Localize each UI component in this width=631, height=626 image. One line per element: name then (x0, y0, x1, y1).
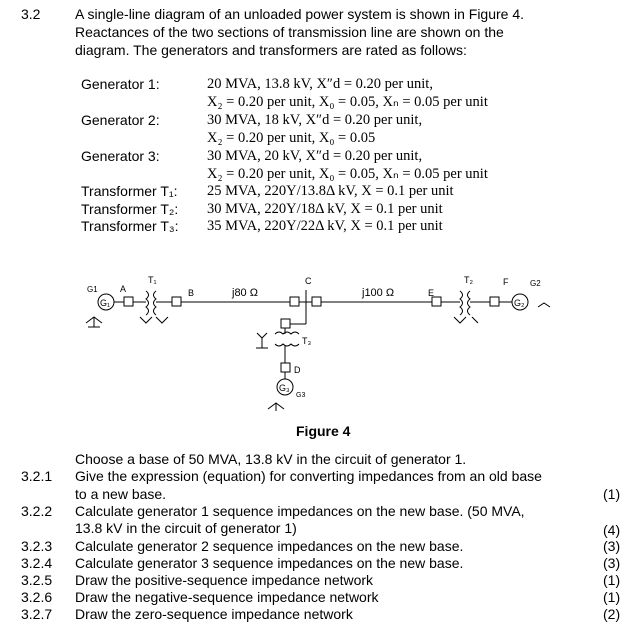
rating-value-t2: 30 MVA, 220Y/18Δ kV, X = 0.1 per unit (207, 201, 443, 217)
rating-value-t1: 25 MVA, 220Y/13.8Δ kV, X = 0.1 per unit (207, 183, 454, 199)
transformer-t3-symbol (275, 332, 299, 346)
q1-text-line-1: Give the expression (equation) for converting impedances from an old base (75, 468, 542, 484)
rating-value-gen3-a: 30 MVA, 20 kV, X″d = 0.20 per unit, (207, 148, 423, 164)
q6-text: Draw the negative-sequence impedance network (75, 589, 379, 605)
g1-label: G1 (87, 285, 98, 294)
q2-text-line-1: Calculate generator 1 sequence impedances on the new base. (50 MVA, (75, 503, 525, 519)
q4-marks: (3) (603, 555, 621, 571)
g2-circle-label: G₂ (514, 298, 525, 308)
rating-value-t3: 35 MVA, 220Y/22Δ kV, X = 0.1 per unit (207, 218, 443, 234)
q2-number: 3.2.2 (21, 503, 53, 519)
breaker-e (432, 297, 441, 306)
g1-circle-label: G₁ (100, 298, 111, 308)
q5-number: 3.2.5 (21, 572, 53, 588)
q1-number: 3.2.1 (21, 468, 53, 484)
bus-d-label: D (294, 365, 301, 375)
breaker-c-down (281, 319, 290, 328)
transformer-t2-symbol (460, 291, 470, 315)
q1-marks: (1) (603, 486, 621, 502)
g2-label: G2 (530, 279, 541, 288)
base-note: Choose a base of 50 MVA, 13.8 kV in the circuit of generator 1. (75, 451, 467, 467)
bus-a-label: A (120, 284, 127, 294)
line1-reactance-label: j80 Ω (232, 287, 258, 299)
breaker-a (124, 297, 133, 306)
breaker-c-left (290, 297, 299, 306)
q5-text: Draw the positive-sequence impedance network (75, 572, 374, 588)
breaker-b (172, 297, 181, 306)
rating-value-gen3-b: X₂ = 0.20 per unit, X₀ = 0.05, Xₙ = 0.05 per unit (207, 166, 488, 182)
q1-text-line-2: to a new base. (75, 486, 167, 502)
bus-c-label: C (305, 276, 312, 286)
q7-text: Draw the zero-sequence impedance network (75, 606, 353, 622)
line2-reactance-label: j100 Ω (362, 287, 395, 299)
q4-number: 3.2.4 (21, 555, 53, 571)
single-line-diagram (0, 245, 631, 435)
q3-number: 3.2.3 (21, 538, 53, 554)
t2-label: T₂ (464, 275, 473, 285)
transformer-t1-symbol (146, 291, 156, 315)
intro-line-3: diagram. The generators and transformers are rated as follows: (75, 42, 467, 58)
q5-marks: (1) (603, 572, 621, 588)
g3-circle-label: G₃ (279, 383, 290, 393)
g3-label: G3 (296, 392, 306, 399)
breaker-f (490, 297, 499, 306)
q3-text: Calculate generator 2 sequence impedances on the new base. (75, 538, 464, 554)
q2-text-line-2: 13.8 kV in the circuit of generator 1) (75, 520, 297, 536)
rating-label-t1: Transformer T₁: (81, 183, 178, 199)
bus-e-label: E (428, 288, 435, 298)
bus-f-label: F (503, 277, 509, 287)
breaker-d (281, 363, 290, 372)
rating-value-gen1-b: X₂ = 0.20 per unit, X₀ = 0.05, Xₙ = 0.05 per unit (207, 94, 488, 110)
t3-label: T₃ (302, 336, 312, 346)
rating-label-t3: Transformer T₃: (81, 218, 179, 234)
rating-label-gen1: Generator 1: (81, 76, 160, 92)
figure-caption: Figure 4 (296, 423, 351, 439)
rating-label-gen2: Generator 2: (81, 112, 160, 128)
q2-marks: (4) (603, 522, 621, 538)
intro-line-1: A single-line diagram of an unloaded power system is shown in Figure 4. (75, 6, 525, 22)
q4-text: Calculate generator 3 sequence impedances on the new base. (75, 555, 464, 571)
rating-value-gen1-a: 20 MVA, 13.8 kV, X″d = 0.20 per unit, (207, 76, 433, 92)
intro-line-2: Reactances of the two sections of transmission line are shown on the (75, 24, 504, 40)
q7-number: 3.2.7 (21, 606, 53, 622)
q6-number: 3.2.6 (21, 589, 53, 605)
q3-marks: (3) (603, 538, 621, 554)
breaker-c-right (312, 297, 321, 306)
rating-value-gen2-b: X₂ = 0.20 per unit, X₀ = 0.05 (207, 130, 376, 146)
problem-number: 3.2 (21, 6, 41, 22)
rating-label-t2: Transformer T₂: (81, 201, 179, 217)
rating-label-gen3: Generator 3: (81, 148, 160, 164)
bus-b-label: B (188, 288, 195, 298)
q7-marks: (2) (603, 606, 621, 622)
t1-label: T₁ (148, 275, 157, 285)
rating-value-gen2-a: 30 MVA, 18 kV, X″d = 0.20 per unit, (207, 112, 423, 128)
q6-marks: (1) (603, 589, 621, 605)
